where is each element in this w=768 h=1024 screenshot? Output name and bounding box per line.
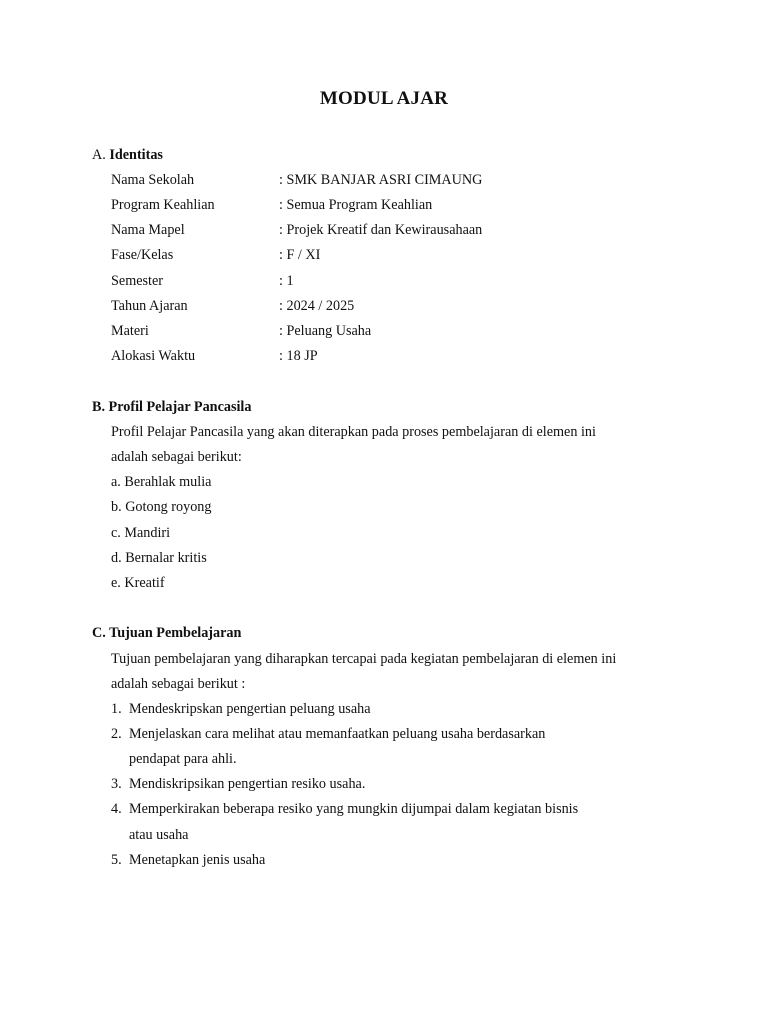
identitas-label: Nama Mapel — [111, 222, 185, 238]
identitas-value: : 18 JP — [279, 348, 318, 364]
identitas-label: Tahun Ajaran — [111, 298, 188, 314]
profil-item: b. Gotong royong — [111, 499, 212, 515]
identitas-label: Fase/Kelas — [111, 247, 174, 263]
tujuan-item-number: 3. — [111, 776, 122, 792]
tujuan-item-number: 1. — [111, 701, 122, 717]
profil-intro-line: Profil Pelajar Pancasila yang akan diterapkan pada proses pembelajaran di elemen ini — [111, 424, 596, 440]
document-title: MODUL AJAR — [319, 88, 449, 109]
identitas-label: Alokasi Waktu — [111, 348, 196, 364]
profil-item: a. Berahlak mulia — [111, 474, 212, 490]
identitas-value: : Semua Program Keahlian — [279, 197, 433, 213]
section-a-title: Identitas — [109, 147, 163, 163]
profil-intro-line: adalah sebagai berikut: — [111, 449, 242, 465]
identitas-value: : 1 — [279, 273, 294, 289]
section-b-heading: B. Profil Pelajar Pancasila — [92, 399, 252, 415]
tujuan-item-text: Menjelaskan cara melihat atau memanfaatkan peluang usaha berdasarkan — [129, 726, 546, 742]
section-a-letter: A. — [92, 147, 106, 163]
identitas-label: Nama Sekolah — [111, 172, 195, 188]
tujuan-item-text: Mendeskripskan pengertian peluang usaha — [129, 701, 371, 717]
tujuan-item-text: Menetapkan jenis usaha — [129, 852, 266, 868]
tujuan-item-text: Memperkirakan beberapa resiko yang mungkin dijumpai dalam kegiatan bisnis — [129, 801, 579, 817]
tujuan-item-text: Mendiskripsikan pengertian resiko usaha. — [129, 776, 366, 792]
tujuan-item-number: 5. — [111, 852, 122, 868]
tujuan-item-number: 2. — [111, 726, 122, 742]
identitas-value: : Peluang Usaha — [279, 323, 372, 339]
tujuan-intro-line: Tujuan pembelajaran yang diharapkan tercapai pada kegiatan pembelajaran di elemen ini — [111, 651, 617, 667]
section-a-heading — [92, 146, 163, 164]
identitas-value: : Projek Kreatif dan Kewirausahaan — [279, 222, 483, 238]
identitas-value: : SMK BANJAR ASRI CIMAUNG — [279, 172, 483, 188]
identitas-value: : 2024 / 2025 — [279, 298, 355, 314]
tujuan-intro-line: adalah sebagai berikut : — [111, 676, 246, 692]
identitas-label: Semester — [111, 273, 164, 289]
profil-item: c. Mandiri — [111, 525, 171, 541]
identitas-value: : F / XI — [279, 247, 321, 263]
profil-item: e. Kreatif — [111, 575, 165, 591]
profil-item: d. Bernalar kritis — [111, 550, 207, 566]
section-c-heading: C. Tujuan Pembelajaran — [92, 625, 242, 641]
tujuan-item-number: 4. — [111, 801, 122, 817]
tujuan-item-text-cont: pendapat para ahli. — [129, 751, 237, 767]
tujuan-item-text-cont: atau usaha — [129, 827, 189, 843]
identitas-label: Program Keahlian — [111, 197, 215, 213]
identitas-label: Materi — [111, 323, 149, 339]
